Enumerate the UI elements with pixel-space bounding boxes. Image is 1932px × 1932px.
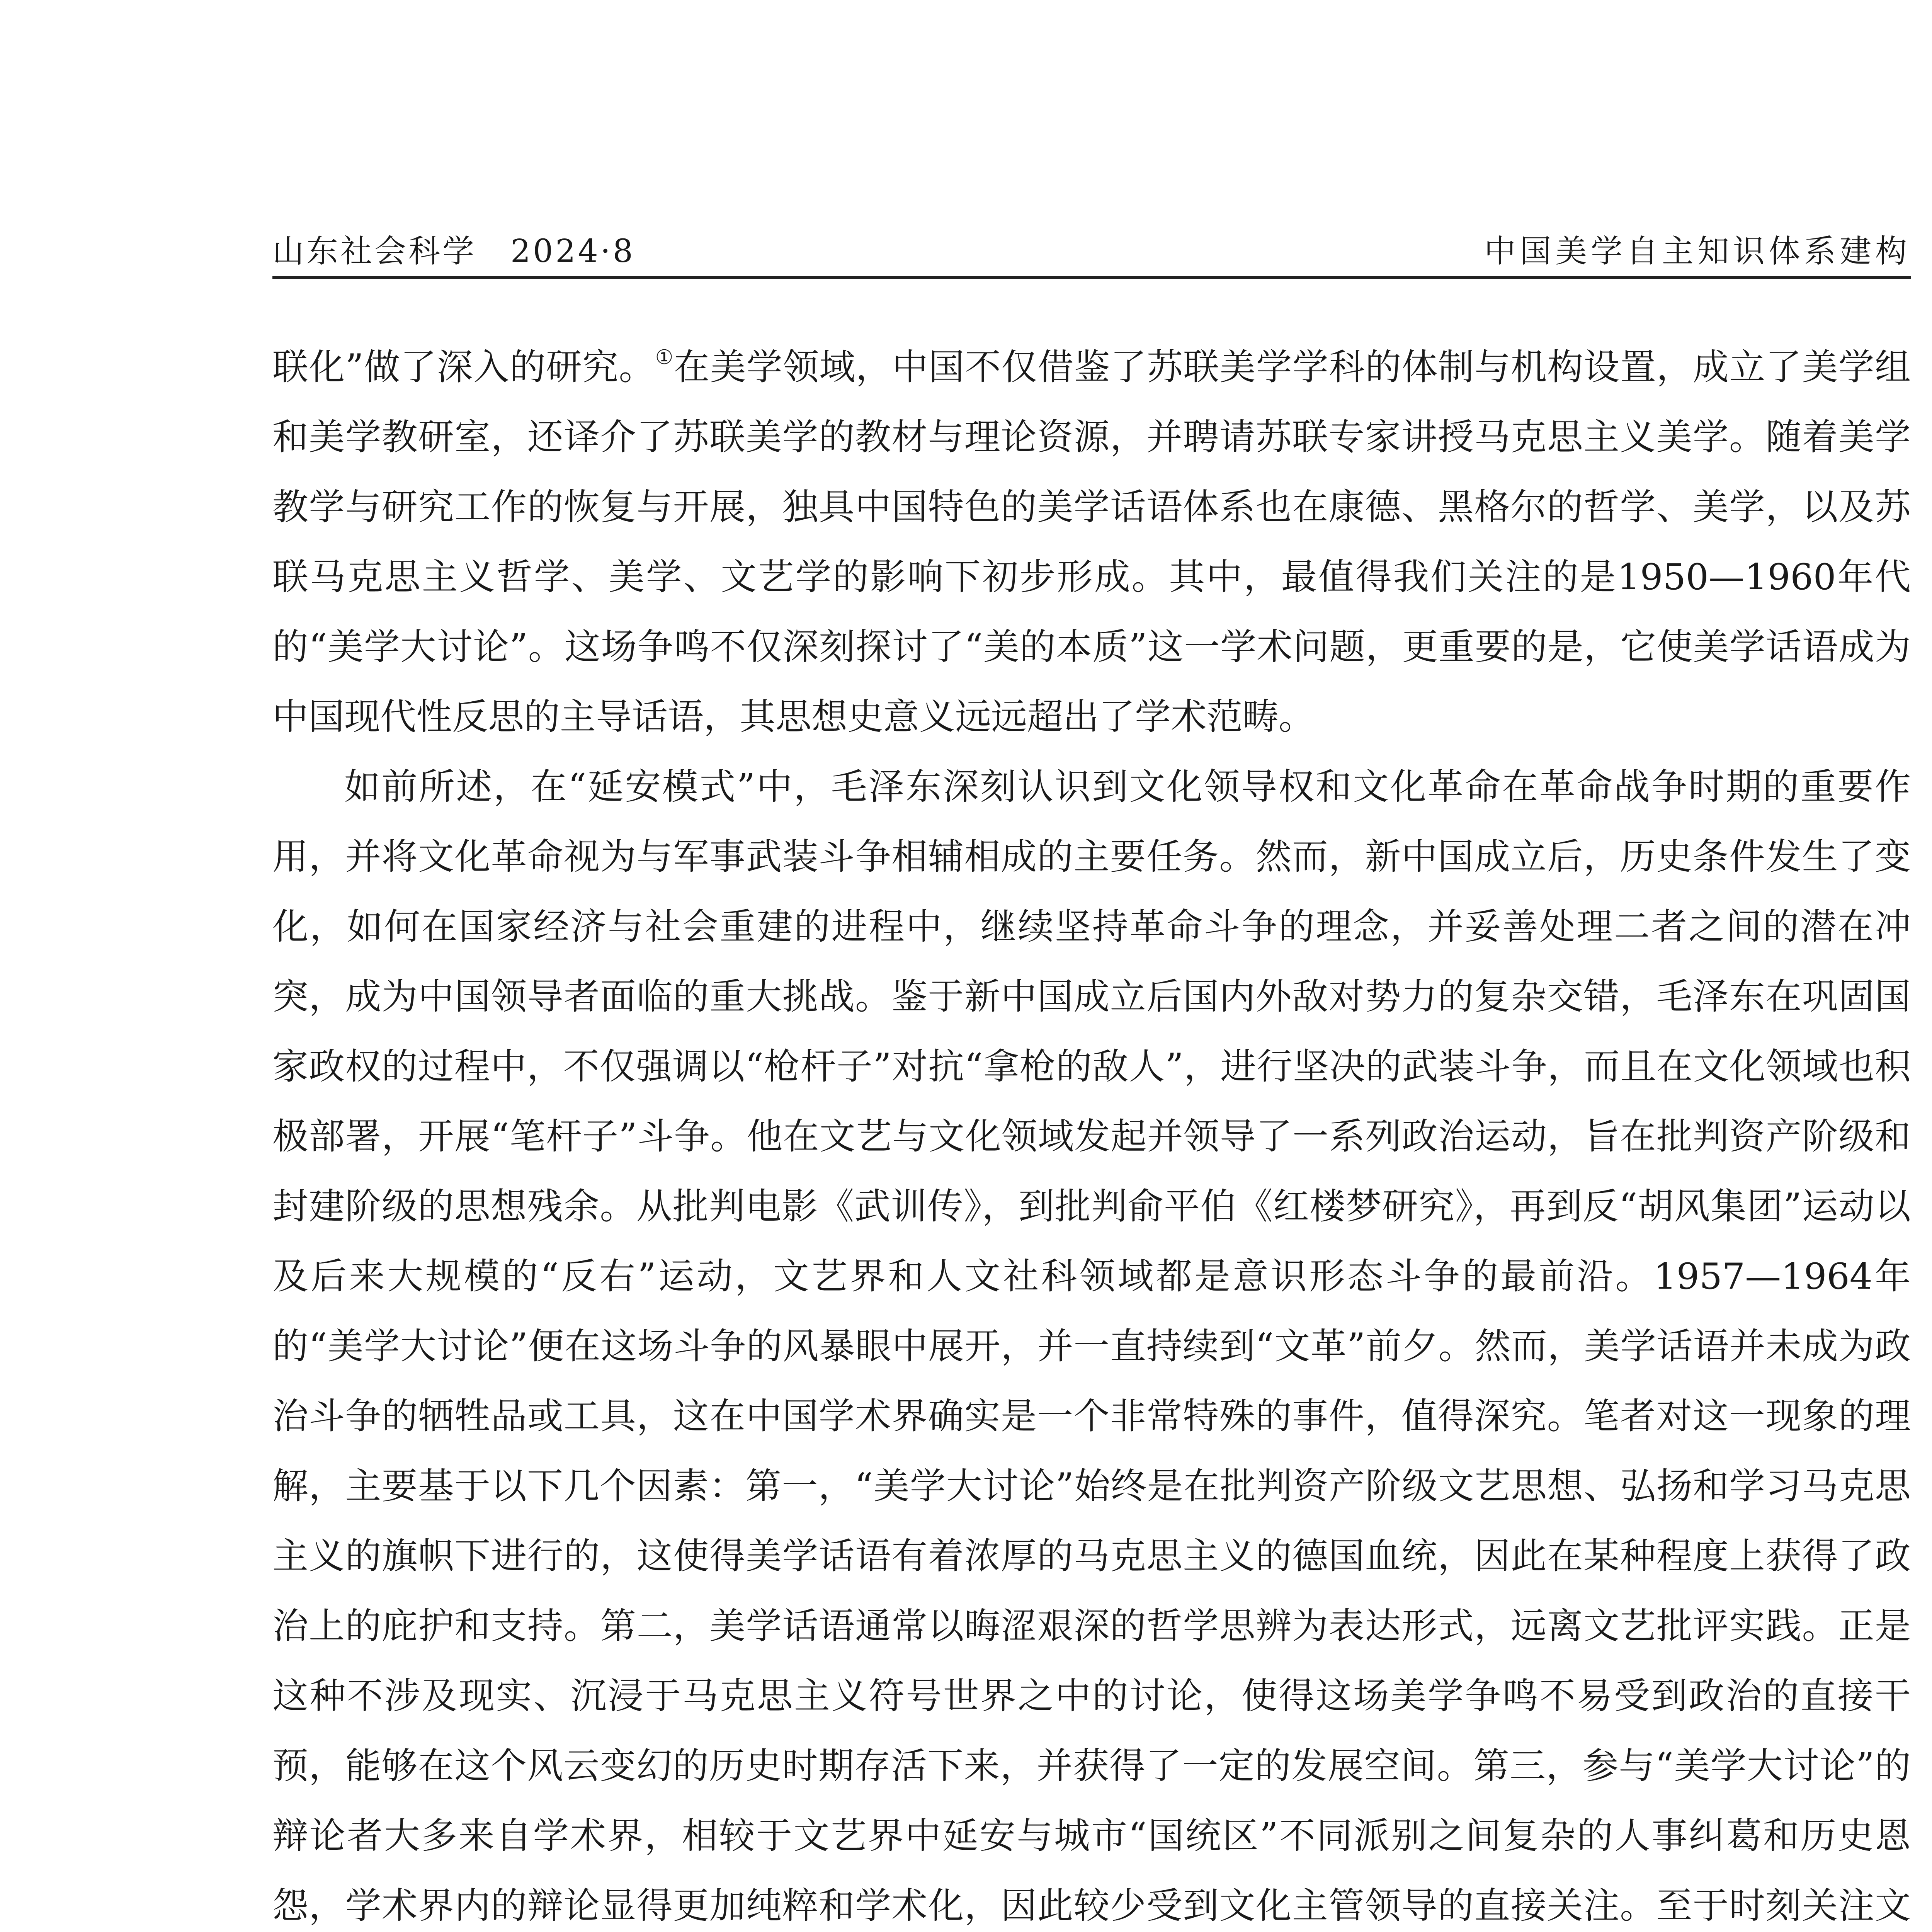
section-title: 中国美学自主知识体系建构 xyxy=(1484,233,1911,270)
paragraph-text: 在美学领域，中国不仅借鉴了苏联美学学科的体制与机构设置，成立了美学组和美学教研室，还译介了苏联美学的教材与理论资源，并聘请苏联专家讲授马克思主义美学。随着美学教学与研究工作的恢复与开展，独具中国特色的美学话语体系也在康德、黑格尔的哲学、美学，以及苏联马克思主义哲学、美学、文艺学的影响下初步形成。其中，最值得我们关注的是1950—1960年代的“美学大讨论”。这场争鸣不仅深刻探讨了“美的本质”这一学术问题，更重要的是，它使美学话语成为中国现代性反思的主导话语，其思想史意义远远超出了学术范畴。 xyxy=(272,346,1911,738)
running-header xyxy=(272,222,1911,279)
paragraph-text: 联化”做了深入的研究。 xyxy=(272,346,655,388)
article-body xyxy=(272,332,1911,1932)
paragraph xyxy=(272,332,1911,752)
paragraph: 如前所述，在“延安模式”中，毛泽东深刻认识到文化领导权和文化革命在革命战争时期的重要作用，并将文化革命视为与军事武装斗争相辅相成的主要任务。然而，新中国成立后，历史条件发生了变化，如何在国家经济与社会重建的进程中，继续坚持革命斗争的理念，并妥善处理二者之间的潜在冲突，成为中国领导者面临的重大挑战。鉴于新中国成立后国内外敌对势力的复杂交错，毛泽东在巩固国家政权的过程中，不仅强调以“枪杆子”对抗“拿枪的敌人”，进行坚决的武装斗争，而且在文化领域也积极部署，开展“笔杆子”斗争。他在文艺与文化领域发起并领导了一系列政治运动，旨在批判资产阶级和封建阶级的思想残余。从批判电影《武训传》，到批判俞平伯《红楼梦研究》，再到反“胡风集团”运动以及后来大规模的“反右”运动，文艺界和人文社科领域都是意识形态斗争的最前沿。1957—1964年的“美学大讨论”便在这场斗争的风暴眼中展开，并一直持续到“文革”前夕。然而，美学话语并未成为政治斗争的牺牲品或工具，这在中国学术界确实是一个非常特殊的事件，值得深究。笔者对这一现象的理解，主要基于以下几个因素：第一，“美学大讨论”始终是在批判资产阶级文艺思想、弘扬和学习马克思主义的旗帜下进行的，这使得美学话语有着浓厚的马克思主义的德国血统，因此在某种程度上获得了政治上的庇护和支持。第二，美学话语通常以晦涩艰深的哲学思辨为表达形式，远离文艺批评实践。正是这种不涉及现实、沉浸于马克思主义符号世界之中的讨论，使得这场美学争鸣不易受到政治的直接干预，能够在这个风云变幻的历史时期存活下来，并获得了一定的发展空间。第三，参与“美学大讨论”的辩论者大多来自学术界，相较于文艺界中延安与城市“国统区”不同派别之间复杂的人事纠葛和历史恩怨，学术界内的辩论显得更加纯粹和学术化，因此较少受到文化主管领导的直接关注。至于时刻关注文 xyxy=(272,766,1911,1927)
journal-title: 山东社会科学 2024·8 xyxy=(272,233,635,270)
footnote-marker[interactable]: ① xyxy=(655,346,674,369)
